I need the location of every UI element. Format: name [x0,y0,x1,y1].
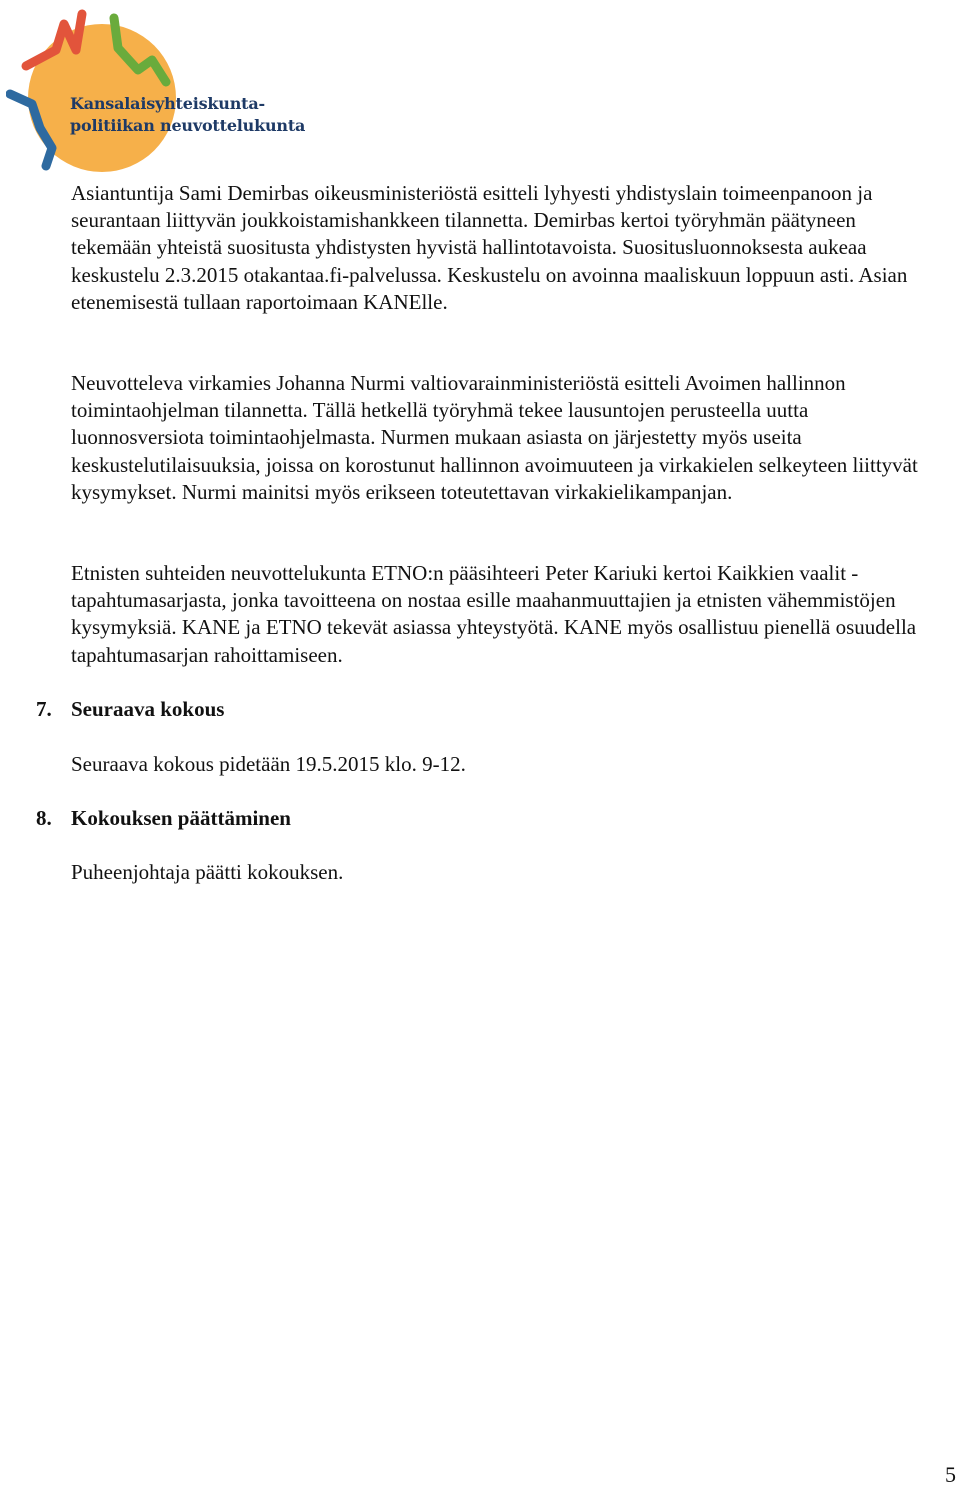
section-number: 7. [36,697,52,721]
section-heading-next-meeting [36,696,224,723]
section-heading-closing [36,805,291,832]
body-paragraph-3 [71,560,931,669]
paragraph-text: Seuraava kokous pidetään 19.5.2015 klo. 9-12. [71,752,466,776]
section-text-closing [71,859,931,886]
page-number: 5 [945,1462,956,1487]
logo-emblem-icon [6,8,276,174]
organization-logo [6,8,306,174]
body-paragraph-2 [71,370,931,506]
section-text-next-meeting [71,751,931,778]
section-number: 8. [36,806,52,830]
paragraph-text: Etnisten suhteiden neuvottelukunta ETNO:n pääsihteeri Peter Kariuki kertoi Kaikkien vaalit -tapahtumasarjasta, jonka tavoitteena on nostaa esille maahanmuuttajien ja etnisten vähemmistöjen kysymyksiä. KANE ja ETNO tekevät asiassa yhteystyötä. KANE myös osallistuu pienellä osuudella tapahtumasarjan rahoittamiseen. [71,561,917,667]
section-title: Seuraava kokous [71,697,225,721]
paragraph-text: Asiantuntija Sami Demirbas oikeusministeriöstä esitteli lyhyesti yhdistyslain toimeenpanoon ja seurantaan liittyvän joukkoistamishankkeen tilannetta. Demirbas kertoi työryhmän päätyneen tekemään yhteistä suositusta yhdistysten hyvistä hallintotavoista. Suositusluonnoksesta aukeaa keskustelu 2.3.2015 otakantaa.fi-palvelussa. Keskustelu on avoinna maaliskuun loppuun asti. Asian etenemisestä tullaan raportoimaan KANElle. [71,181,908,314]
section-title: Kokouksen päättäminen [71,806,291,830]
paragraph-text: Neuvotteleva virkamies Johanna Nurmi valtiovarainministeriöstä esitteli Avoimen hallinnon toimintaohjelman tilannetta. Tällä hetkellä työryhmä tekee lausuntojen perusteella uutta luonnosversiota toimintaohjelmasta. Nurmen mukaan asiasta on järjestetty myös useita keskustelutilaisuuksia, joissa on korostunut hallinnon avoimuuteen ja virkakielen selkeyteen liittyvät kysymykset. Nurmi mainitsi myös erikseen toteutettavan virkakielikampanjan. [71,371,918,504]
logo-text-line2: politiikan neuvottelukunta [70,116,306,135]
paragraph-text: Puheenjohtaja päätti kokouksen. [71,860,344,884]
body-paragraph-1 [71,180,931,316]
logo-text-line1: Kansalaisyhteiskunta- [70,94,265,113]
